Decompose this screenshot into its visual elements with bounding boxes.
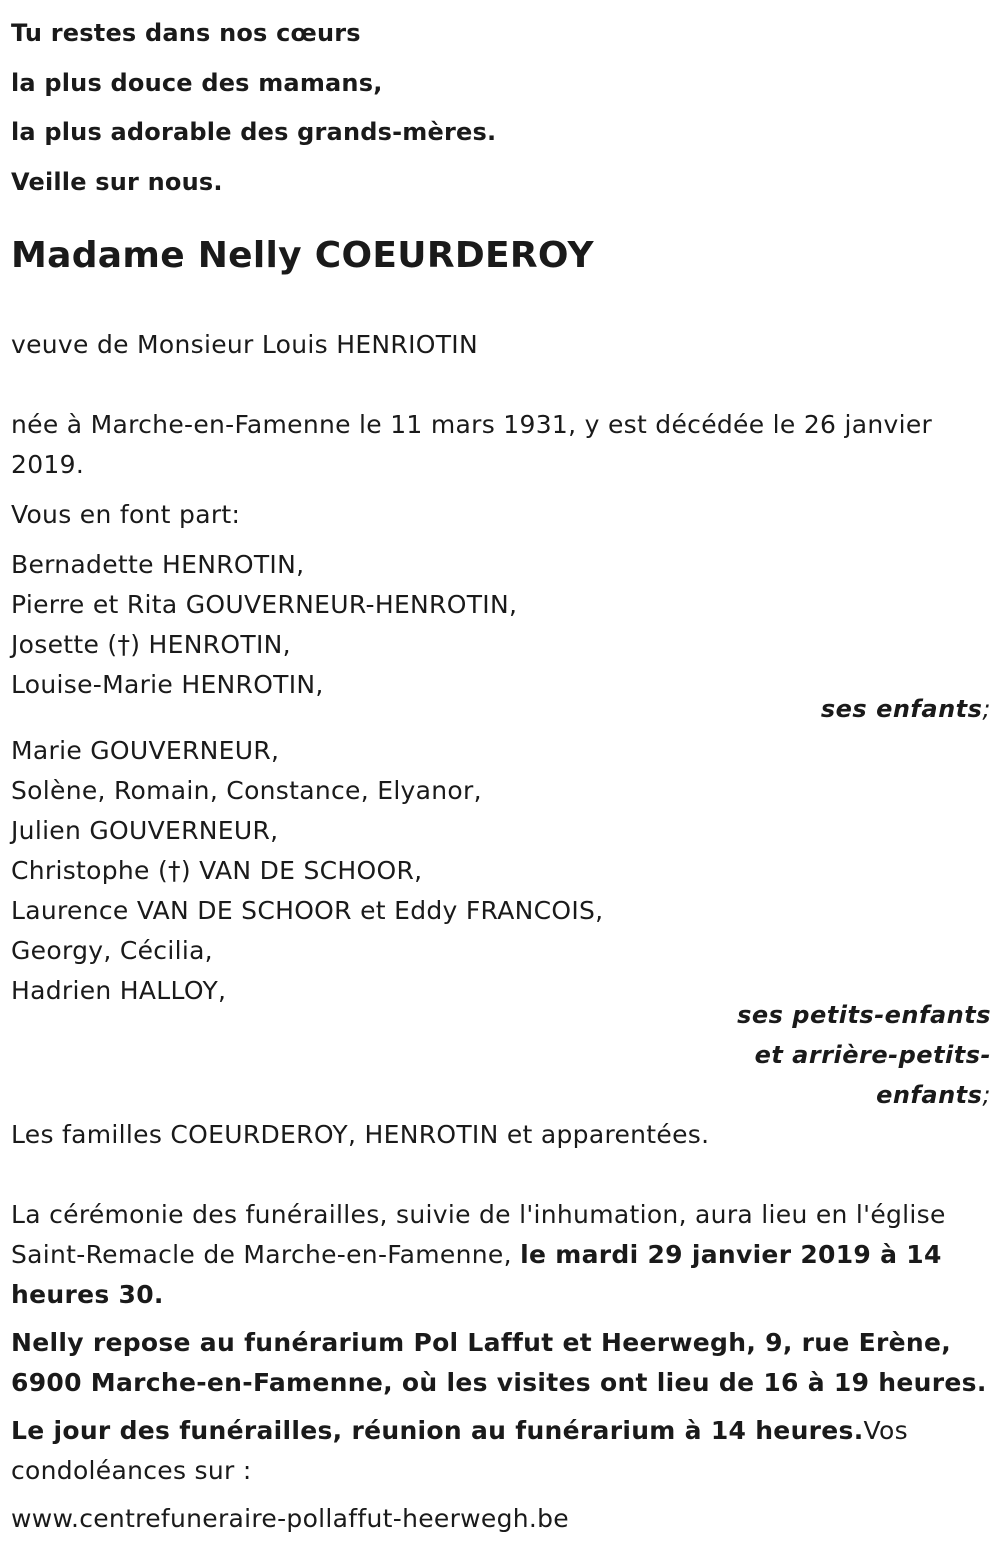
widow-line: veuve de Monsieur Louis HENRIOTIN [11, 330, 478, 359]
day-of-info [11, 1411, 991, 1491]
website-link[interactable]: www.centrefuneraire-pollaffut-heerwegh.be [11, 1504, 569, 1533]
role-text: ses petits-enfants [737, 1001, 991, 1029]
role-text: enfants [876, 1081, 983, 1109]
list-item: Christophe (†) VAN DE SCHOOR, [11, 856, 423, 885]
list-item: Pierre et Rita GOUVERNEUR-HENROTIN, [11, 590, 518, 619]
poem-line: la plus douce des mamans, [11, 68, 383, 97]
ceremony-paragraph [11, 1195, 991, 1315]
list-item: Bernadette HENROTIN, [11, 550, 305, 579]
grandchildren-list [11, 731, 991, 1011]
list-item: Louise-Marie HENROTIN, [11, 670, 324, 699]
poem [11, 9, 991, 207]
role-punct: ; [982, 1081, 991, 1109]
ceremony-text: La cérémonie des funérailles, suivie de l'inhumation, aura lieu en l'église Saint-Remacle de Marche-en-Famenne, [11, 1200, 946, 1269]
deceased-name: Madame Nelly COEURDEROY [11, 235, 594, 276]
children-list [11, 545, 991, 705]
role-punct: ; [982, 695, 991, 723]
obituary-notice [11, 0, 991, 1539]
announcement: Vous en font part: [11, 500, 241, 529]
list-item: Hadrien HALLOY, [11, 976, 227, 1005]
role-text: et arrière-petits- [754, 1041, 991, 1069]
role-text: ses enfants [820, 695, 983, 723]
poem-line: Tu restes dans nos cœurs [11, 19, 361, 47]
grandchildren-role [11, 995, 991, 1115]
day-of-normal: Vos condoléances sur : [11, 1416, 908, 1485]
poem-line: Veille sur nous. [11, 167, 223, 196]
day-of-bold: Le jour des funérailles, réunion au funérarium à 14 heures. [11, 1416, 864, 1445]
list-item: Solène, Romain, Constance, Elyanor, [11, 776, 482, 805]
ceremony-datetime: le mardi 29 janvier 2019 à 14 heures 30. [11, 1240, 942, 1309]
list-item: Josette (†) HENROTIN, [11, 630, 291, 659]
families-line: Les familles COEURDEROY, HENROTIN et apparentées. [11, 1120, 710, 1149]
birth-death-line: née à Marche-en-Famenne le 11 mars 1931, y est décédée le 26 janvier 2019. [11, 410, 933, 479]
list-item: Laurence VAN DE SCHOOR et Eddy FRANCOIS, [11, 896, 604, 925]
list-item: Georgy, Cécilia, [11, 936, 213, 965]
list-item: Julien GOUVERNEUR, [11, 816, 279, 845]
rest-info: Nelly repose au funérarium Pol Laffut et Heerwegh, 9, rue Erène, 6900 Marche-en-Famenne, où les visites ont lieu de 16 à 19 heures. [11, 1328, 987, 1397]
poem-line: la plus adorable des grands-mères. [11, 118, 497, 146]
list-item: Marie GOUVERNEUR, [11, 736, 280, 765]
